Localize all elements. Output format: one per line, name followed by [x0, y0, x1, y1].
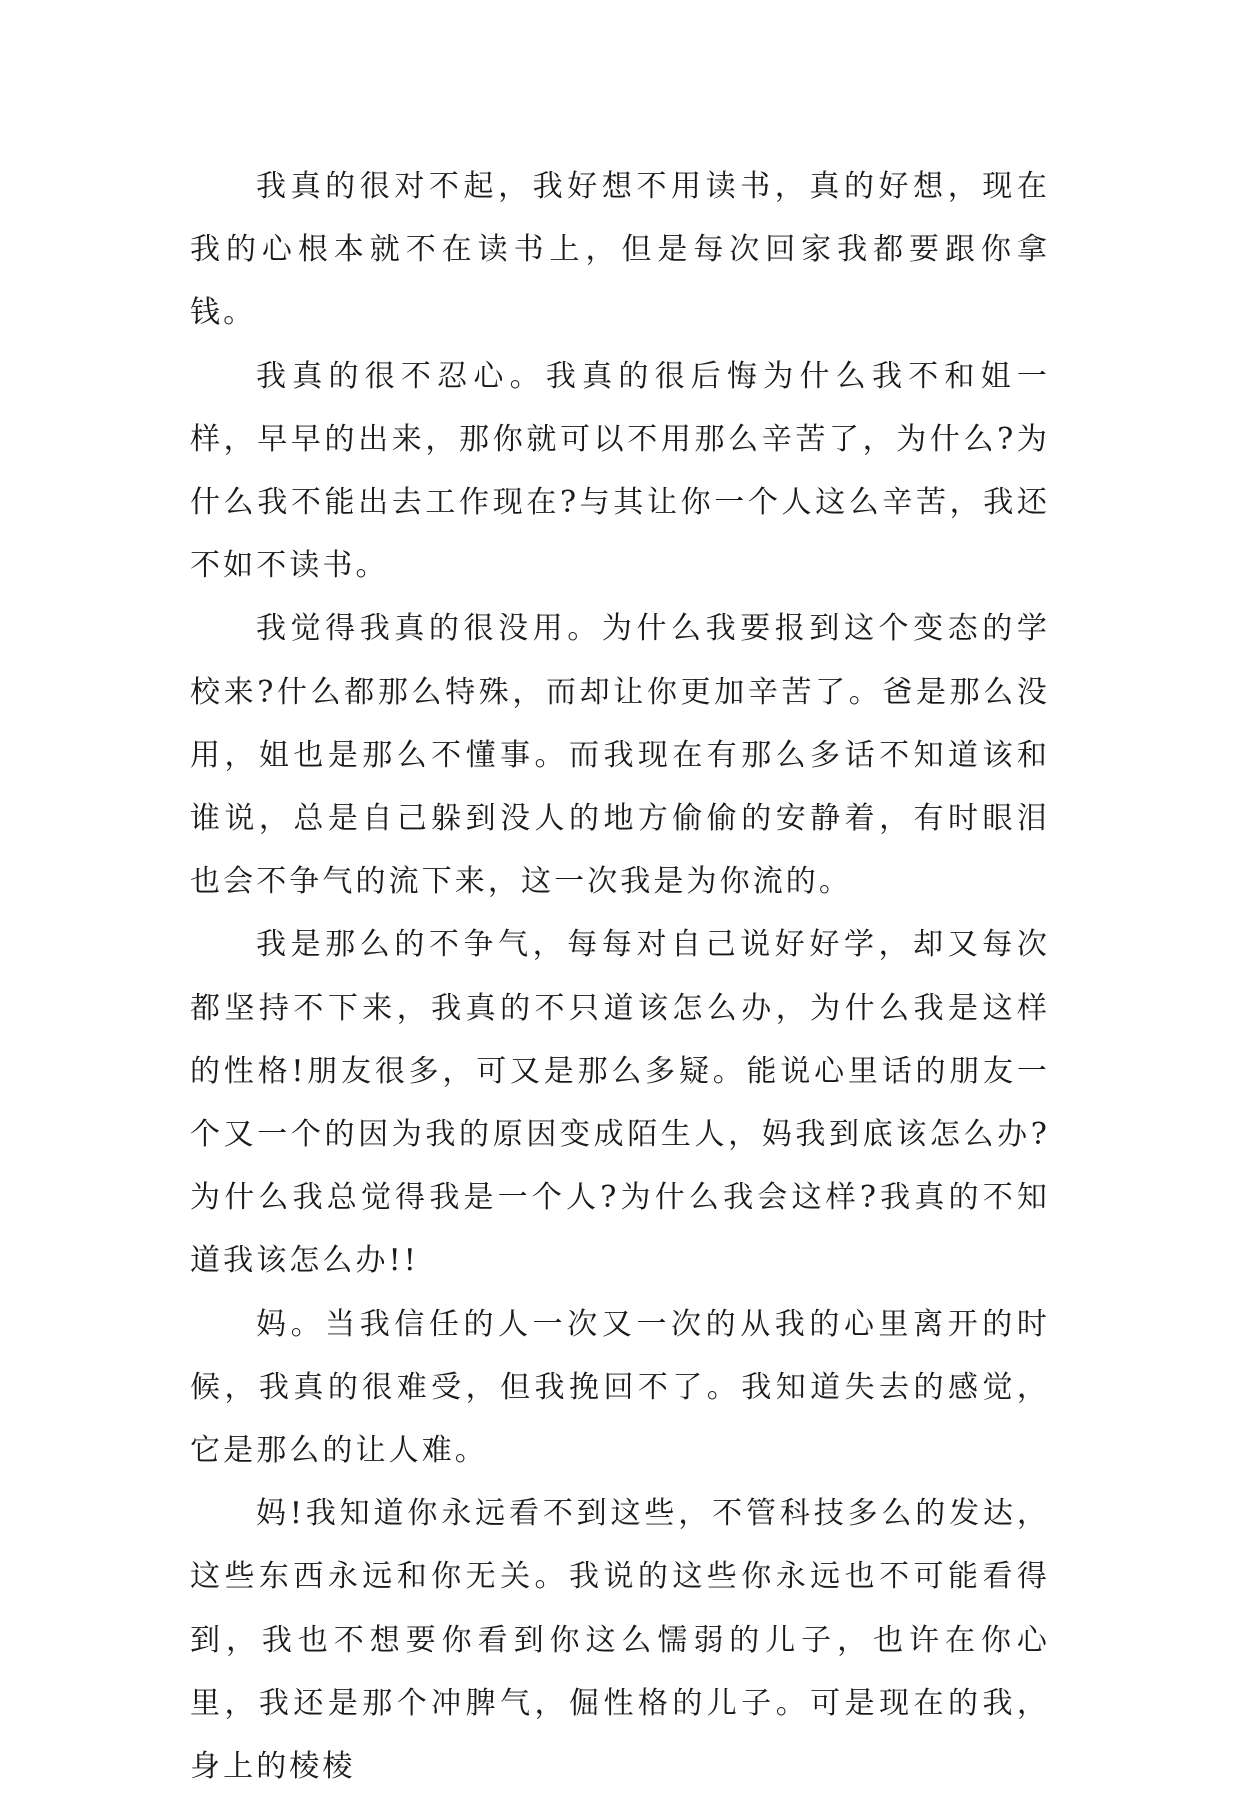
- document-body: [190, 155, 1050, 1798]
- paragraph-4: 我是那么的不争气，每每对自己说好好学，却又每次都坚持不下来，我真的不只道该怎么办，为什么我是这样的性格!朋友很多，可又是那么多疑。能说心里话的朋友一个又一个的因为我的原因变成陌生人，妈我到底该怎么办?为什么我总觉得我是一个人?为什么我会这样?我真的不知道我该怎么办!!: [190, 927, 1050, 1279]
- paragraph-3: 我觉得我真的很没用。为什么我要报到这个变态的学校来?什么都那么特殊，而却让你更加辛苦了。爸是那么没用，姐也是那么不懂事。而我现在有那么多话不知道该和谁说，总是自己躲到没人的地方偷偷的安静着，有时眼泪也会不争气的流下来，这一次我是为你流的。: [190, 611, 1050, 900]
- paragraph-1: 我真的很对不起，我好想不用读书，真的好想，现在我的心根本就不在读书上，但是每次回家我都要跟你拿钱。: [190, 169, 1050, 331]
- paragraph-5: 妈。当我信任的人一次又一次的从我的心里离开的时候，我真的很难受，但我挽回不了。我知道失去的感觉，它是那么的让人难。: [190, 1306, 1050, 1469]
- paragraph-2: 我真的很不忍心。我真的很后悔为什么我不和姐一样，早早的出来，那你就可以不用那么辛苦了，为什么?为什么我不能出去工作现在?与其让你一个人这么辛苦，我还不如不读书。: [190, 358, 1050, 584]
- paragraph-6: 妈!我知道你永远看不到这些，不管科技多么的发达，这些东西永远和你无关。我说的这些你永远也不可能看得到，我也不想要你看到你这么懦弱的儿子，也许在你心里，我还是那个冲脾气，倔性格的儿子。可是现在的我，身上的棱棱: [190, 1496, 1050, 1785]
